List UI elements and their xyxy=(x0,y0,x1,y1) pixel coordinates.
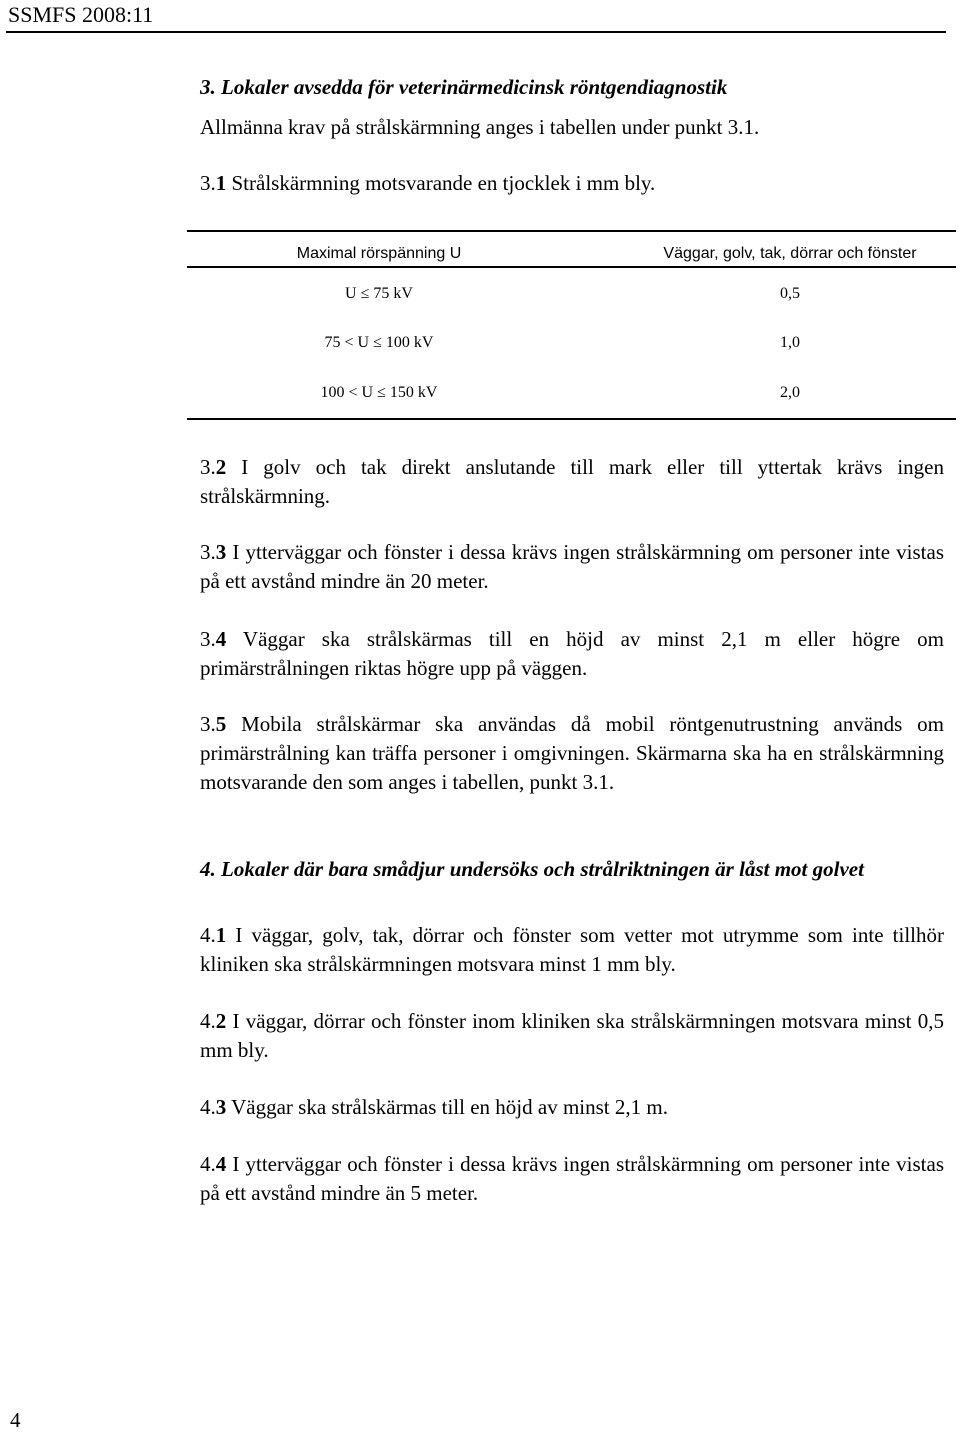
paragraph-number-bold: 3 xyxy=(215,540,227,564)
table-top-rule xyxy=(187,230,956,232)
document-code: SSMFS 2008:11 xyxy=(8,2,154,27)
paragraph-number-bold: 3 xyxy=(215,1095,227,1119)
paragraph-4-1 xyxy=(200,921,944,979)
paragraph-4-2 xyxy=(200,1007,944,1065)
paragraph-number: 3. xyxy=(200,171,216,195)
paragraph-3-5 xyxy=(200,710,944,797)
paragraph-text: Strålskärmning motsvarande en tjocklek i mm bly. xyxy=(226,171,656,195)
paragraph-3-1 xyxy=(200,169,944,198)
paragraph-text: Väggar ska strålskärmas till en höjd av minst 2,1 m. xyxy=(226,1095,668,1119)
table-cell-voltage: 100 < U ≤ 150 kV xyxy=(320,384,438,401)
paragraph-number: 4. xyxy=(200,1152,216,1176)
page-number: 4 xyxy=(10,1408,21,1432)
paragraph-number-bold: 4 xyxy=(215,627,227,651)
paragraph-text: I golv och tak direkt anslutande till mark eller till yttertak krävs ingen strålskärmning. xyxy=(200,455,944,508)
paragraph-number-bold: 1 xyxy=(215,171,227,195)
paragraph-number-bold: 2 xyxy=(215,1009,227,1033)
paragraph-number: 4. xyxy=(200,1095,216,1119)
paragraph-number: 3. xyxy=(200,455,216,479)
table-header-rule xyxy=(187,266,956,268)
table-cell-voltage: U ≤ 75 kV xyxy=(345,285,413,302)
paragraph-text: I väggar, golv, tak, dörrar och fönster som vetter mot utrymme som inte tillhör kliniken ska strålskärmningen motsvara minst 1 mm bly. xyxy=(200,923,944,976)
header-rule xyxy=(6,31,946,33)
paragraph-text: I väggar, dörrar och fönster inom kliniken ska strålskärmningen motsvara minst 0,5 mm bly. xyxy=(200,1009,944,1062)
paragraph-number-bold: 4 xyxy=(215,1152,227,1176)
paragraph-4-3 xyxy=(200,1093,944,1122)
paragraph-3-2 xyxy=(200,453,944,511)
paragraph-number-bold: 5 xyxy=(215,712,227,736)
paragraph-text: I ytterväggar och fönster i dessa krävs ingen strålskärmning om personer inte vistas på ett avstånd mindre än 5 meter. xyxy=(200,1152,944,1205)
table-cell-thickness: 0,5 xyxy=(780,285,800,302)
table-header-voltage: Maximal rörspänning U xyxy=(296,245,462,262)
paragraph-number-bold: 1 xyxy=(215,923,227,947)
table-cell-thickness: 1,0 xyxy=(780,334,800,351)
table-bottom-rule xyxy=(187,418,956,420)
table-cell-voltage: 75 < U ≤ 100 kV xyxy=(324,334,434,351)
section-3-intro: Allmänna krav på strålskärmning anges i tabellen under punkt 3.1. xyxy=(200,115,760,139)
paragraph-number: 4. xyxy=(200,1009,216,1033)
paragraph-number: 3. xyxy=(200,627,216,651)
section-3-heading: 3. Lokaler avsedda för veterinärmedicinsk röntgendiagnostik xyxy=(200,75,728,99)
paragraph-text: I ytterväggar och fönster i dessa krävs ingen strålskärmning om personer inte vistas på ett avstånd mindre än 20 meter. xyxy=(200,540,944,593)
table-header-shielding: Väggar, golv, tak, dörrar och fönster xyxy=(663,245,917,262)
paragraph-text: Mobila strålskärmar ska användas då mobil röntgenutrustning används om primärstrålning kan träffa personer i omgivningen. Skärmarna ska ha en strålskärmning motsvarande den som anges i tabellen, punkt 3.1. xyxy=(200,712,944,794)
table-cell-thickness: 2,0 xyxy=(780,384,800,401)
section-4-heading: 4. Lokaler där bara smådjur undersöks och strålriktningen är låst mot golvet xyxy=(200,857,864,881)
paragraph-4-4 xyxy=(200,1150,944,1208)
paragraph-number: 4. xyxy=(200,923,216,947)
paragraph-3-3 xyxy=(200,538,944,596)
paragraph-number-bold: 2 xyxy=(215,455,227,479)
paragraph-number: 3. xyxy=(200,712,216,736)
paragraph-number: 3. xyxy=(200,540,216,564)
paragraph-3-4 xyxy=(200,625,944,683)
paragraph-text: Väggar ska strålskärmas till en höjd av minst 2,1 m eller högre om primärstrålningen riktas högre upp på väggen. xyxy=(200,627,944,680)
